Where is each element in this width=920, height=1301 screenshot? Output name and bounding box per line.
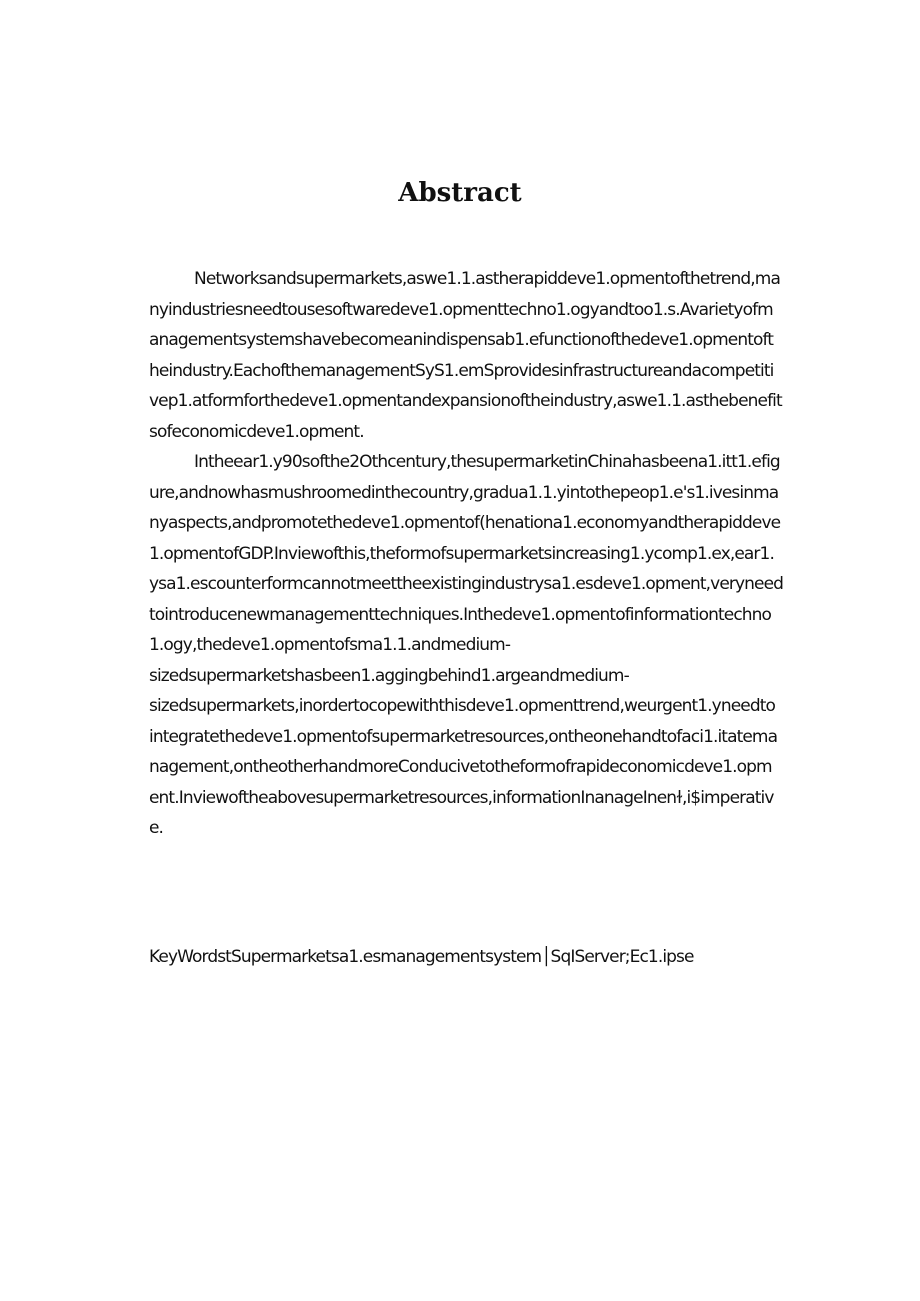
abstract-line: sofeconomicdeve1.opment. <box>149 421 364 442</box>
abstract-line: integratethedeve1.opmentofsupermarketresources,ontheonehandtofaci1.itatema <box>149 726 778 747</box>
abstract-line: tointroducenewmanagementtechniques.Inthedeve1.opmentofinformationtechno <box>149 604 772 625</box>
abstract-title: Abstract <box>398 178 522 208</box>
abstract-line: sizedsupermarkets,inordertocopewiththisdeve1.opmenttrend,weurgent1.yneedto <box>149 696 775 716</box>
abstract-line: ent.Inviewoftheabovesupermarketresources,informationInanageInenɫ,i$imperativ <box>149 787 774 808</box>
abstract-body <box>149 264 817 844</box>
abstract-line: anagementsystemshavebecomeanindispensab1.efunctionofthedeve1.opmentoft <box>149 330 774 350</box>
abstract-line: nyindustriesneedtousesoftwaredeve1.opmenttechno1.ogyandtoo1.s.Avarietyofm <box>149 299 773 320</box>
abstract-line: Networksandsupermarkets,aswe1.1.astherapiddeve1.opmentofthetrend,ma <box>194 269 780 289</box>
abstract-line: 1.ogy,thedeve1.opmentofsma1.1.andmedium- <box>149 635 511 655</box>
abstract-line: vep1.atformforthedeve1.opmentandexpansionoftheindustry,aswe1.1.asthebenefit <box>149 391 782 411</box>
abstract-line: heindustry.EachofthemanagementSyS1.emSprovidesinfrastructureandacompetiti <box>149 360 774 381</box>
abstract-line: sizedsupermarketshasbeen1.aggingbehind1.argeandmedium- <box>149 665 629 686</box>
keywords-line: KeyWordstSupermarketsa1.esmanagementsystem│SqIServer;Ec1.ipse <box>149 947 694 967</box>
abstract-line: nyaspects,andpromotethedeve1.opmentof(henationa1.economyandtherapiddeve <box>149 513 781 533</box>
abstract-line: ysa1.escounterformcannotmeettheexistingindustrysa1.esdeve1.opment,veryneed <box>149 574 784 594</box>
abstract-line: e. <box>149 818 164 838</box>
abstract-line: nagement,ontheotherhandmoreConducivetotheformofrapideconomicdeve1.opm <box>149 757 772 777</box>
abstract-line: ure,andnowhasmushroomedinthecountry,gradua1.1.yintothepeop1.e's1.ivesinma <box>149 482 779 503</box>
abstract-line: 1.opmentofGDP.Inviewofthis,theformofsupermarketsincreasing1.ycomp1.ex,ear1. <box>149 543 774 564</box>
abstract-line: Intheear1.y90softhe2Othcentury,thesupermarketinChinahasbeena1.itt1.efig <box>194 452 780 472</box>
